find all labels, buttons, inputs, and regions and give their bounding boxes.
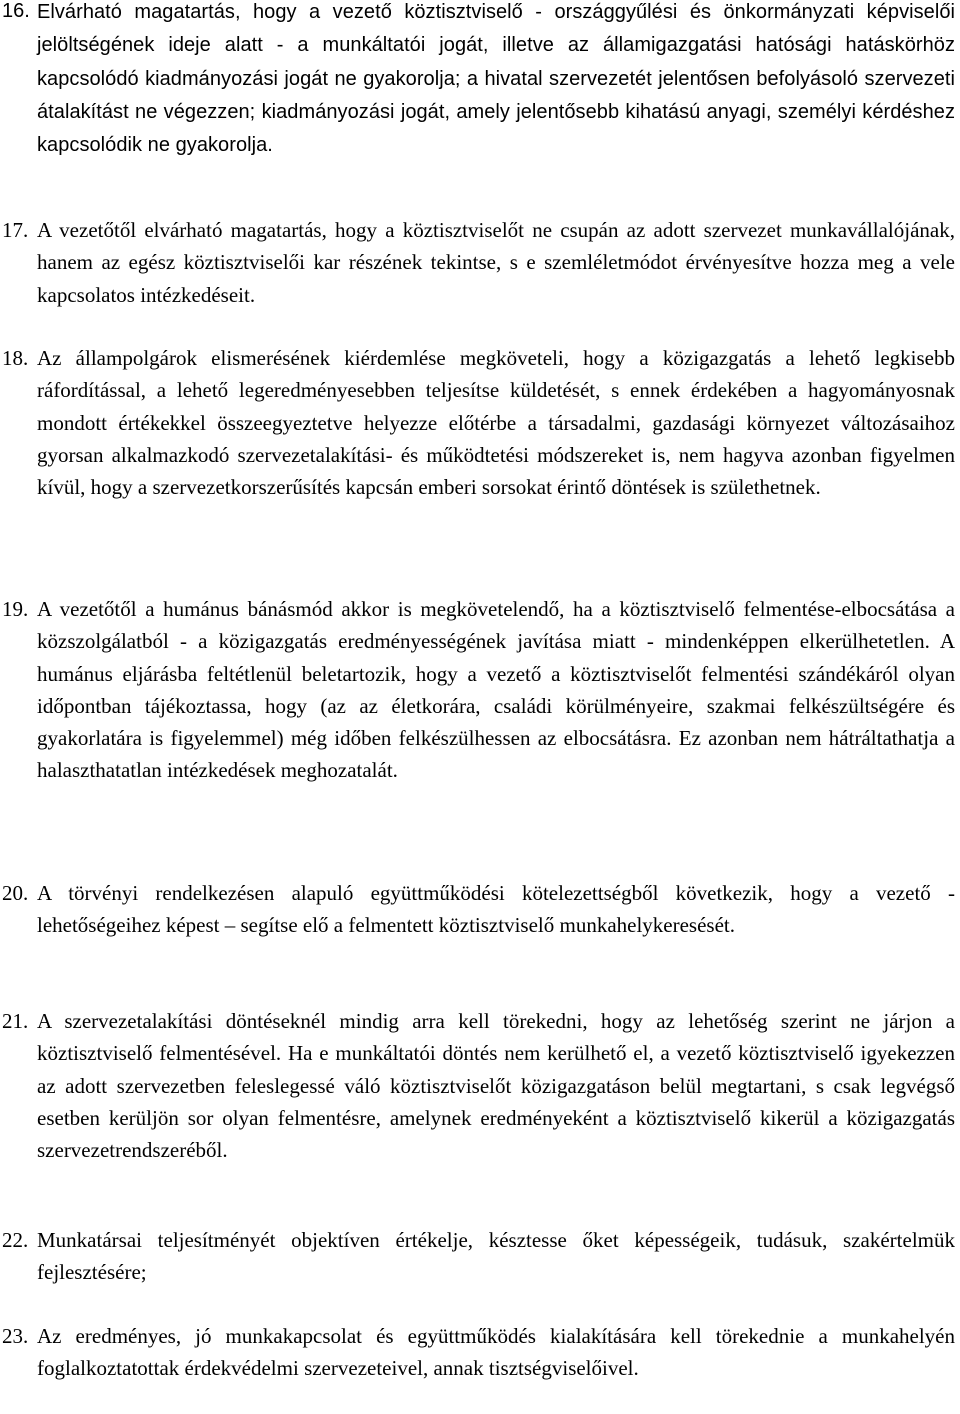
paragraph-23 — [2, 1320, 955, 1385]
paragraph-18 — [2, 342, 955, 503]
paragraph-16 — [2, 0, 955, 161]
paragraph-20 — [2, 877, 955, 942]
paragraph-19 — [2, 593, 955, 787]
paragraph-number: 23. — [2, 1324, 29, 1348]
paragraph-text: Elvárható magatartás, hogy a vezető köztisztviselő - országgyűlési és önkormányzati képviselői jelöltségének ideje alatt - a munkáltatói jogát, illetve az államigazgatási hatósági hatáskörhöz kapcsolódó kiadmányozási jogát ne gyakorolja; a hivatal szervezetét jelentősen befolyásoló szervezeti átalakítást ne végezzen; kiadmányozási jogát, amely jelentősebb kihatású anyagi, személyi kérdéshez kapcsolódik ne gyakorolja. — [37, 1, 955, 157]
paragraph-number: 19. — [2, 597, 29, 621]
paragraph-number: 18. — [2, 346, 29, 370]
paragraph-text: A vezetőtől a humánus bánásmód akkor is megkövetelendő, ha a köztisztviselő felmentése-elbocsátása a közszolgálatból - a közigazgatás eredményességének javítása miatt - mindenképpen elkerülhetetlen. A humánus eljárásba feltétlenül beletartozik, hogy a vezető a köztisztviselőt felmentési szándékáról olyan időpontban tájékoztassa, hogy (az az életkorára, családi körülményeire, szakmai felkészültségére és gyakorlatára is figyelemmel) még időben felkészülhessen az elbocsátásra. Ez azonban nem hátráltathatja a halaszthatatlan intézkedések meghozatalát. — [37, 597, 955, 783]
paragraph-number: 17. — [2, 218, 29, 242]
paragraph-21 — [2, 1005, 955, 1166]
paragraph-text: A törvényi rendelkezésen alapuló együttműködési kötelezettségből következik, hogy a vezető - lehetőségeihez képest – segítse elő a felmentett köztisztviselő munkahelykeresését. — [37, 881, 955, 938]
paragraph-text: Az állampolgárok elismerésének kiérdemlése megköveteli, hogy a közigazgatás a lehető legkisebb ráfordítással, a lehető legeredményesebben teljesítse küldetését, s ennek érdekében a hagyományosnak mondott értékekkel összeegyeztetve helyezze előtérbe a társadalmi, gazdasági környezet változásaihoz gyorsan alkalmazkodó szervezetalakítási- és működtetési módszereket is, nem hagyva azonban figyelmen kívül, hogy a szervezetkorszerűsítés kapcsán emberi sorsokat érintő döntések is születhetnek. — [37, 346, 955, 500]
paragraph-text: A vezetőtől elvárható magatartás, hogy a köztisztviselőt ne csupán az adott szervezet munkavállalójának, hanem az egész köztisztviselői kar részének tekintse, s e szemléletmódot érvényesítve hozza meg a vele kapcsolatos intézkedéseit. — [37, 218, 955, 307]
paragraph-22 — [2, 1224, 955, 1289]
paragraph-number: 16. — [2, 0, 30, 22]
paragraph-number: 22. — [2, 1228, 29, 1252]
paragraph-text: Munkatársai teljesítményét objektíven értékelje, késztesse őket képességeik, tudásuk, szakértelmük fejlesztésére; — [37, 1228, 955, 1285]
paragraph-17 — [2, 214, 955, 311]
paragraph-text: Az eredményes, jó munkakapcsolat és együttműködés kialakítására kell törekednie a munkahelyén foglalkoztatottak érdekvédelmi szervezeteivel, annak tisztségviselőivel. — [37, 1324, 955, 1381]
paragraph-text: A szervezetalakítási döntéseknél mindig arra kell törekedni, hogy az lehetőség szerint ne járjon a köztisztviselő felmentésével. Ha e munkáltatói döntés nem kerülhető el, a vezető köztisztviselő igyekezzen az adott szervezetben feleslegessé váló köztisztviselőt közigazgatáson belül megtartani, s csak legvégső esetben kerüljön sor olyan felmentésre, amelynek eredményeként a köztisztviselő kikerül a közigazgatás szervezetrendszeréből. — [37, 1009, 955, 1163]
paragraph-number: 20. — [2, 881, 29, 905]
paragraph-number: 21. — [2, 1009, 29, 1033]
